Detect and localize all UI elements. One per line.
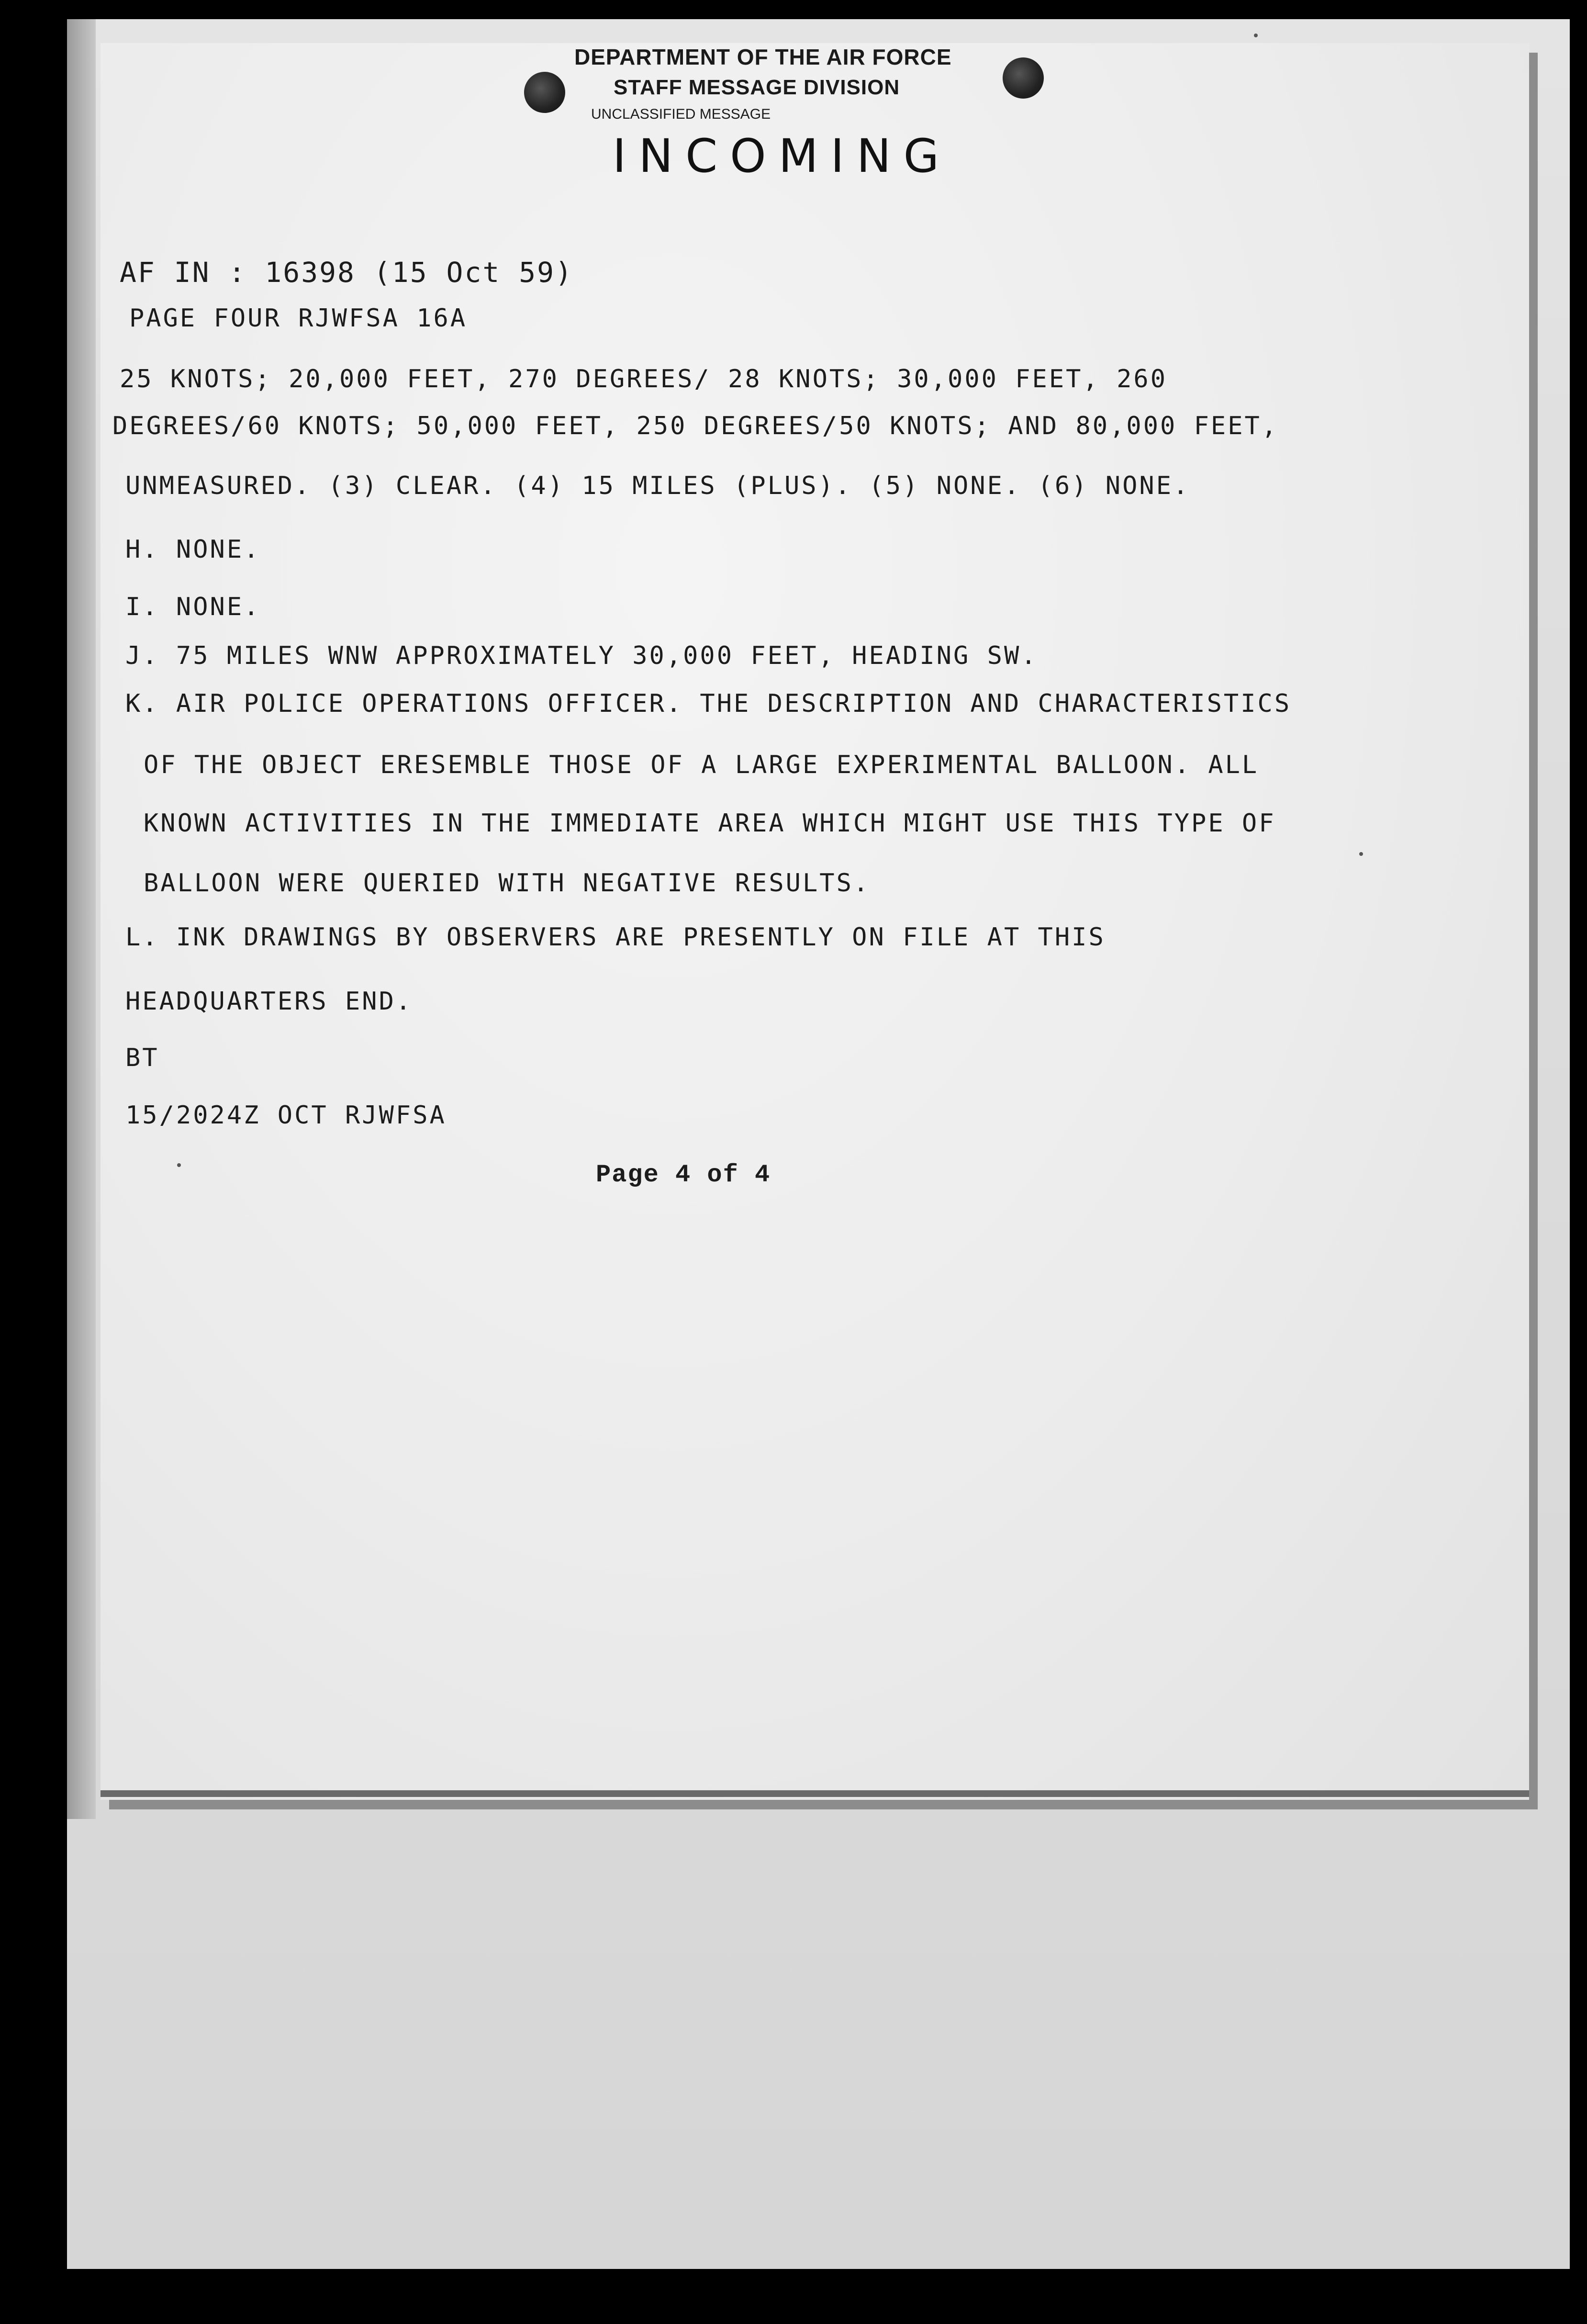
message-line: KNOWN ACTIVITIES IN THE IMMEDIATE AREA WHICH MIGHT USE THIS TYPE OF: [144, 809, 1276, 838]
division-heading: STAFF MESSAGE DIVISION: [614, 76, 900, 99]
message-line: BT: [125, 1044, 159, 1072]
message-line: 25 KNOTS; 20,000 FEET, 270 DEGREES/ 28 KNOTS; 30,000 FEET, 260: [120, 365, 1168, 393]
page-bottom-edge: [101, 1790, 1529, 1797]
message-line: DEGREES/60 KNOTS; 50,000 FEET, 250 DEGREES/50 KNOTS; AND 80,000 FEET,: [112, 412, 1279, 440]
page-number: Page 4 of 4: [596, 1161, 771, 1189]
message-line: UNMEASURED. (3) CLEAR. (4) 15 MILES (PLUS). (5) NONE. (6) NONE.: [125, 472, 1190, 500]
message-line: BALLOON WERE QUERIED WITH NEGATIVE RESULTS.: [144, 869, 871, 898]
af-in-reference: AF IN : 16398 (15 Oct 59): [120, 256, 573, 289]
speck: [1254, 34, 1258, 37]
classification-label: UNCLASSIFIED MESSAGE: [591, 106, 771, 122]
message-line: I. NONE.: [125, 593, 261, 621]
punch-hole-right: [1003, 57, 1044, 99]
message-line: OF THE OBJECT ERESEMBLE THOSE OF A LARGE EXPERIMENTAL BALLOON. ALL: [144, 751, 1259, 779]
message-line: J. 75 MILES WNW APPROXIMATELY 30,000 FEET, HEADING SW.: [125, 641, 1038, 670]
message-line: H. NONE.: [125, 535, 261, 564]
speck: [177, 1163, 181, 1167]
backing-shadow: [67, 19, 96, 1819]
message-line: HEADQUARTERS END.: [125, 987, 413, 1016]
message-line: K. AIR POLICE OPERATIONS OFFICER. THE DESCRIPTION AND CHARACTERISTICS: [125, 689, 1292, 718]
message-line: L. INK DRAWINGS BY OBSERVERS ARE PRESENTLY ON FILE AT THIS: [125, 923, 1106, 952]
department-heading: DEPARTMENT OF THE AIR FORCE: [574, 45, 952, 69]
punch-hole-left: [524, 72, 565, 113]
speck: [1359, 852, 1363, 856]
date-time-group: 15/2024Z OCT RJWFSA: [125, 1101, 447, 1130]
incoming-title: INCOMING: [613, 129, 952, 183]
page-routing-line: PAGE FOUR RJWFSA 16A: [129, 304, 468, 333]
